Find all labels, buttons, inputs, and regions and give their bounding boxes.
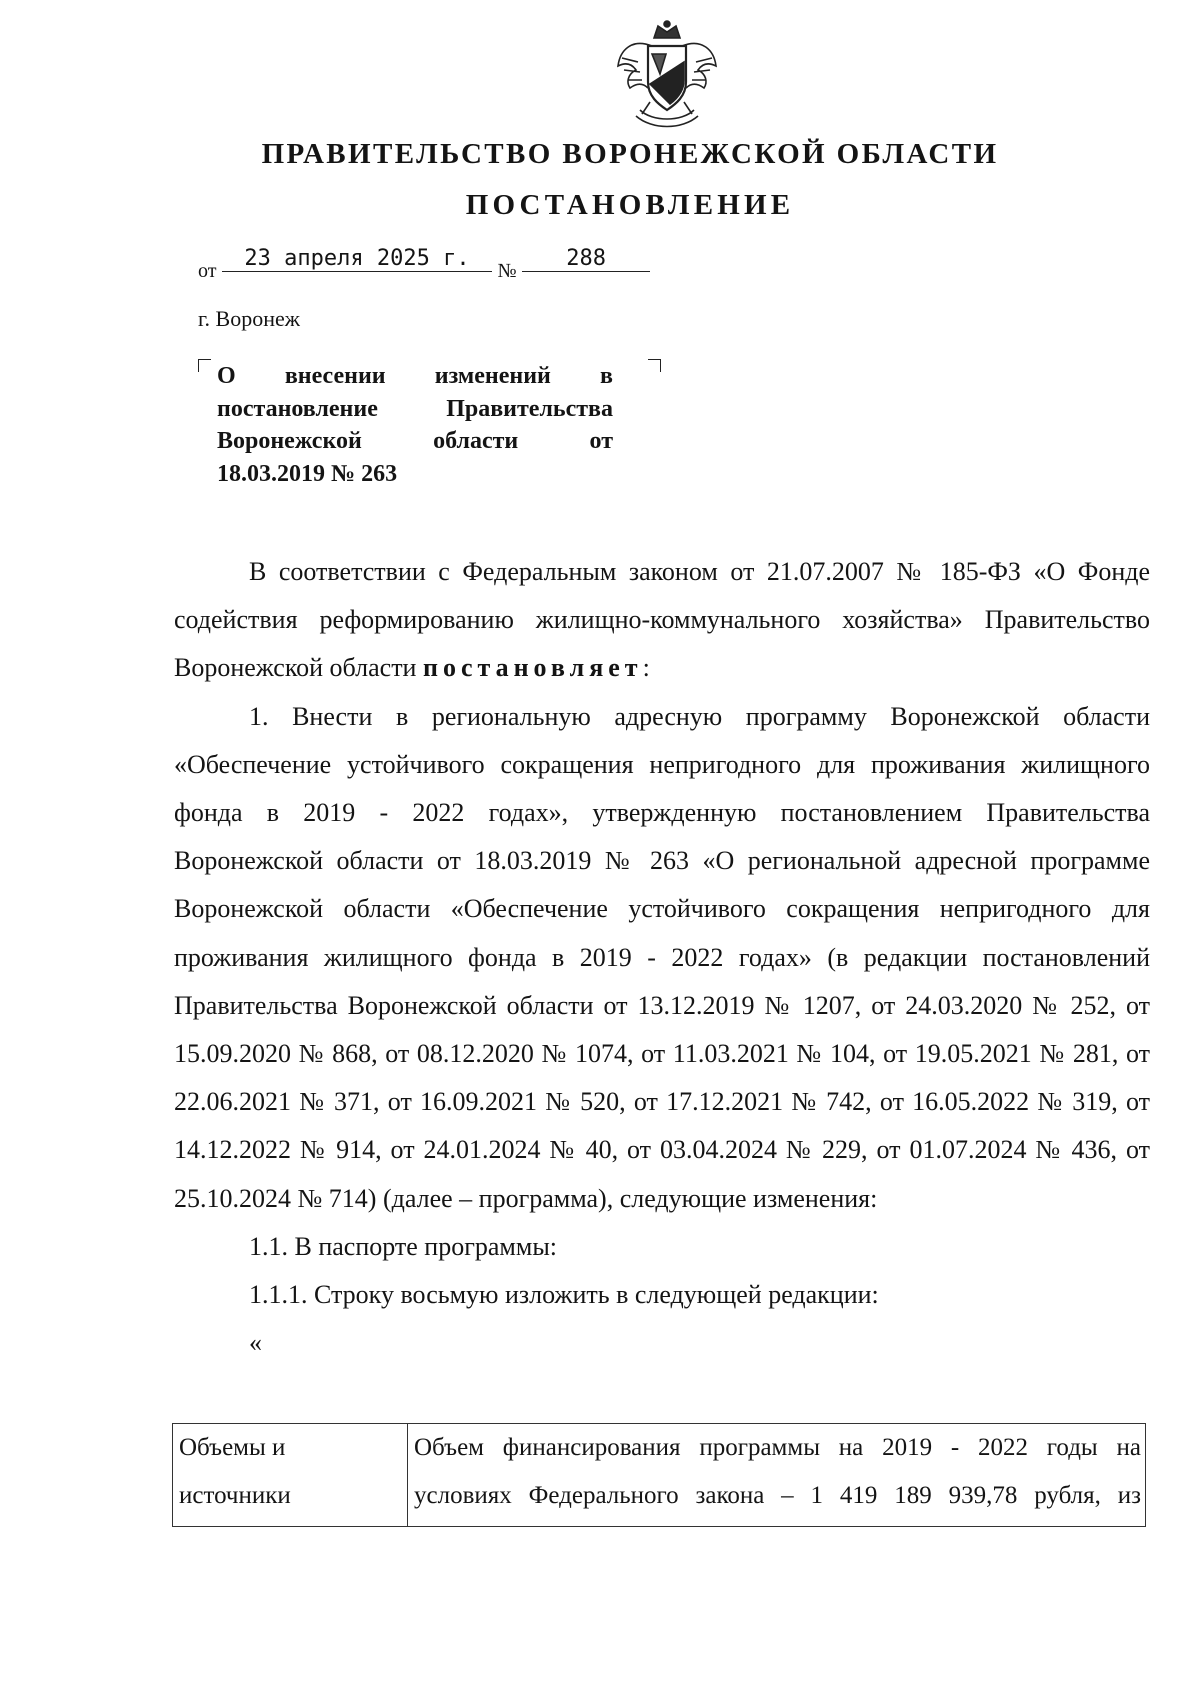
item-1-1-paragraph: 1.1. В паспорте программы: [249,1231,558,1261]
subject-corner-right [648,359,661,372]
table-value-line: Объем финансирования программы на 2019 - 2022 годы на [414,1434,1141,1461]
subject-line: Воронежской области от [217,428,613,454]
document-date: 23 апреля 2025 г. [222,246,492,272]
preamble-colon: : [642,653,650,683]
preamble-text: В соответствии с Федеральным законом от 21.07.2007 № 185-ФЗ «О Фонде содействия реформированию жилищно-коммунального хозяйства» Правительство Воронежской области [174,557,1150,683]
document-type-title: ПОСТАНОВЛЕНИЕ [465,189,795,221]
subject-line: 18.03.2019 № 263 [217,460,398,487]
coat-of-arms-icon [612,18,722,130]
table-value-line: условиях Федерального закона – 1 419 189 939,78 рубля, из [414,1482,1141,1509]
table-row [173,1424,1146,1527]
document-body [174,548,1150,1367]
opening-quote: « [249,1328,262,1358]
document-number: 288 [522,246,650,272]
table-cell-value [408,1424,1146,1527]
resolving-word: постановляет [422,653,643,683]
date-prefix: от [198,260,217,282]
government-title: ПРАВИТЕЛЬСТВО ВОРОНЕЖСКОЙ ОБЛАСТИ [261,138,999,170]
city-label: г. Воронеж [198,306,300,331]
item-1-paragraph: 1. Внести в региональную адресную программу Воронежской области «Обеспечение устойчивого сокращения непригодного для проживания жилищного фонда в 2019 - 2022 годах», утвержденную постановлением Правительства Воронежской области от 18.03.2019 № 263 «О региональной адресной программе Воронежской области «Обеспечение устойчивого сокращения непригодного для проживания жилищного фонда в 2019 - 2022 годах» (в редакции постановлений Правительства Воронежской области от 13.12.2019 № 1207, от 24.03.2020 № 252, от 15.09.2020 № 868, от 08.12.2020 № 1074, от 11.03.2021 № 104, от 19.05.2021 № 281, от 22.06.2021 № 371, от 16.09.2021 № 520, от 17.12.2021 № 742, от 16.05.2022 № 319, от 14.12.2022 № 914, от 24.01.2024 № 40, от 03.04.2024 № 229, от 01.07.2024 № 436, от 25.10.2024 № 714) (далее – программа), следующие изменения: [174,701,1150,1213]
table-cell-label [173,1424,408,1527]
document-requisites [198,246,650,282]
table-label-line: Объемы и [179,1434,286,1461]
document-subject [217,360,613,490]
subject-line: постановление Правительства [217,395,613,422]
subject-corner-left [198,359,211,372]
preamble-paragraph [174,548,1150,693]
item-1-1-1-paragraph: 1.1.1. Строку восьмую изложить в следующей редакции: [249,1280,879,1310]
subject-line: О внесении изменений в [217,363,613,389]
table-label-line: источники [179,1482,291,1509]
number-prefix: № [497,260,517,282]
passport-table [172,1423,1146,1527]
